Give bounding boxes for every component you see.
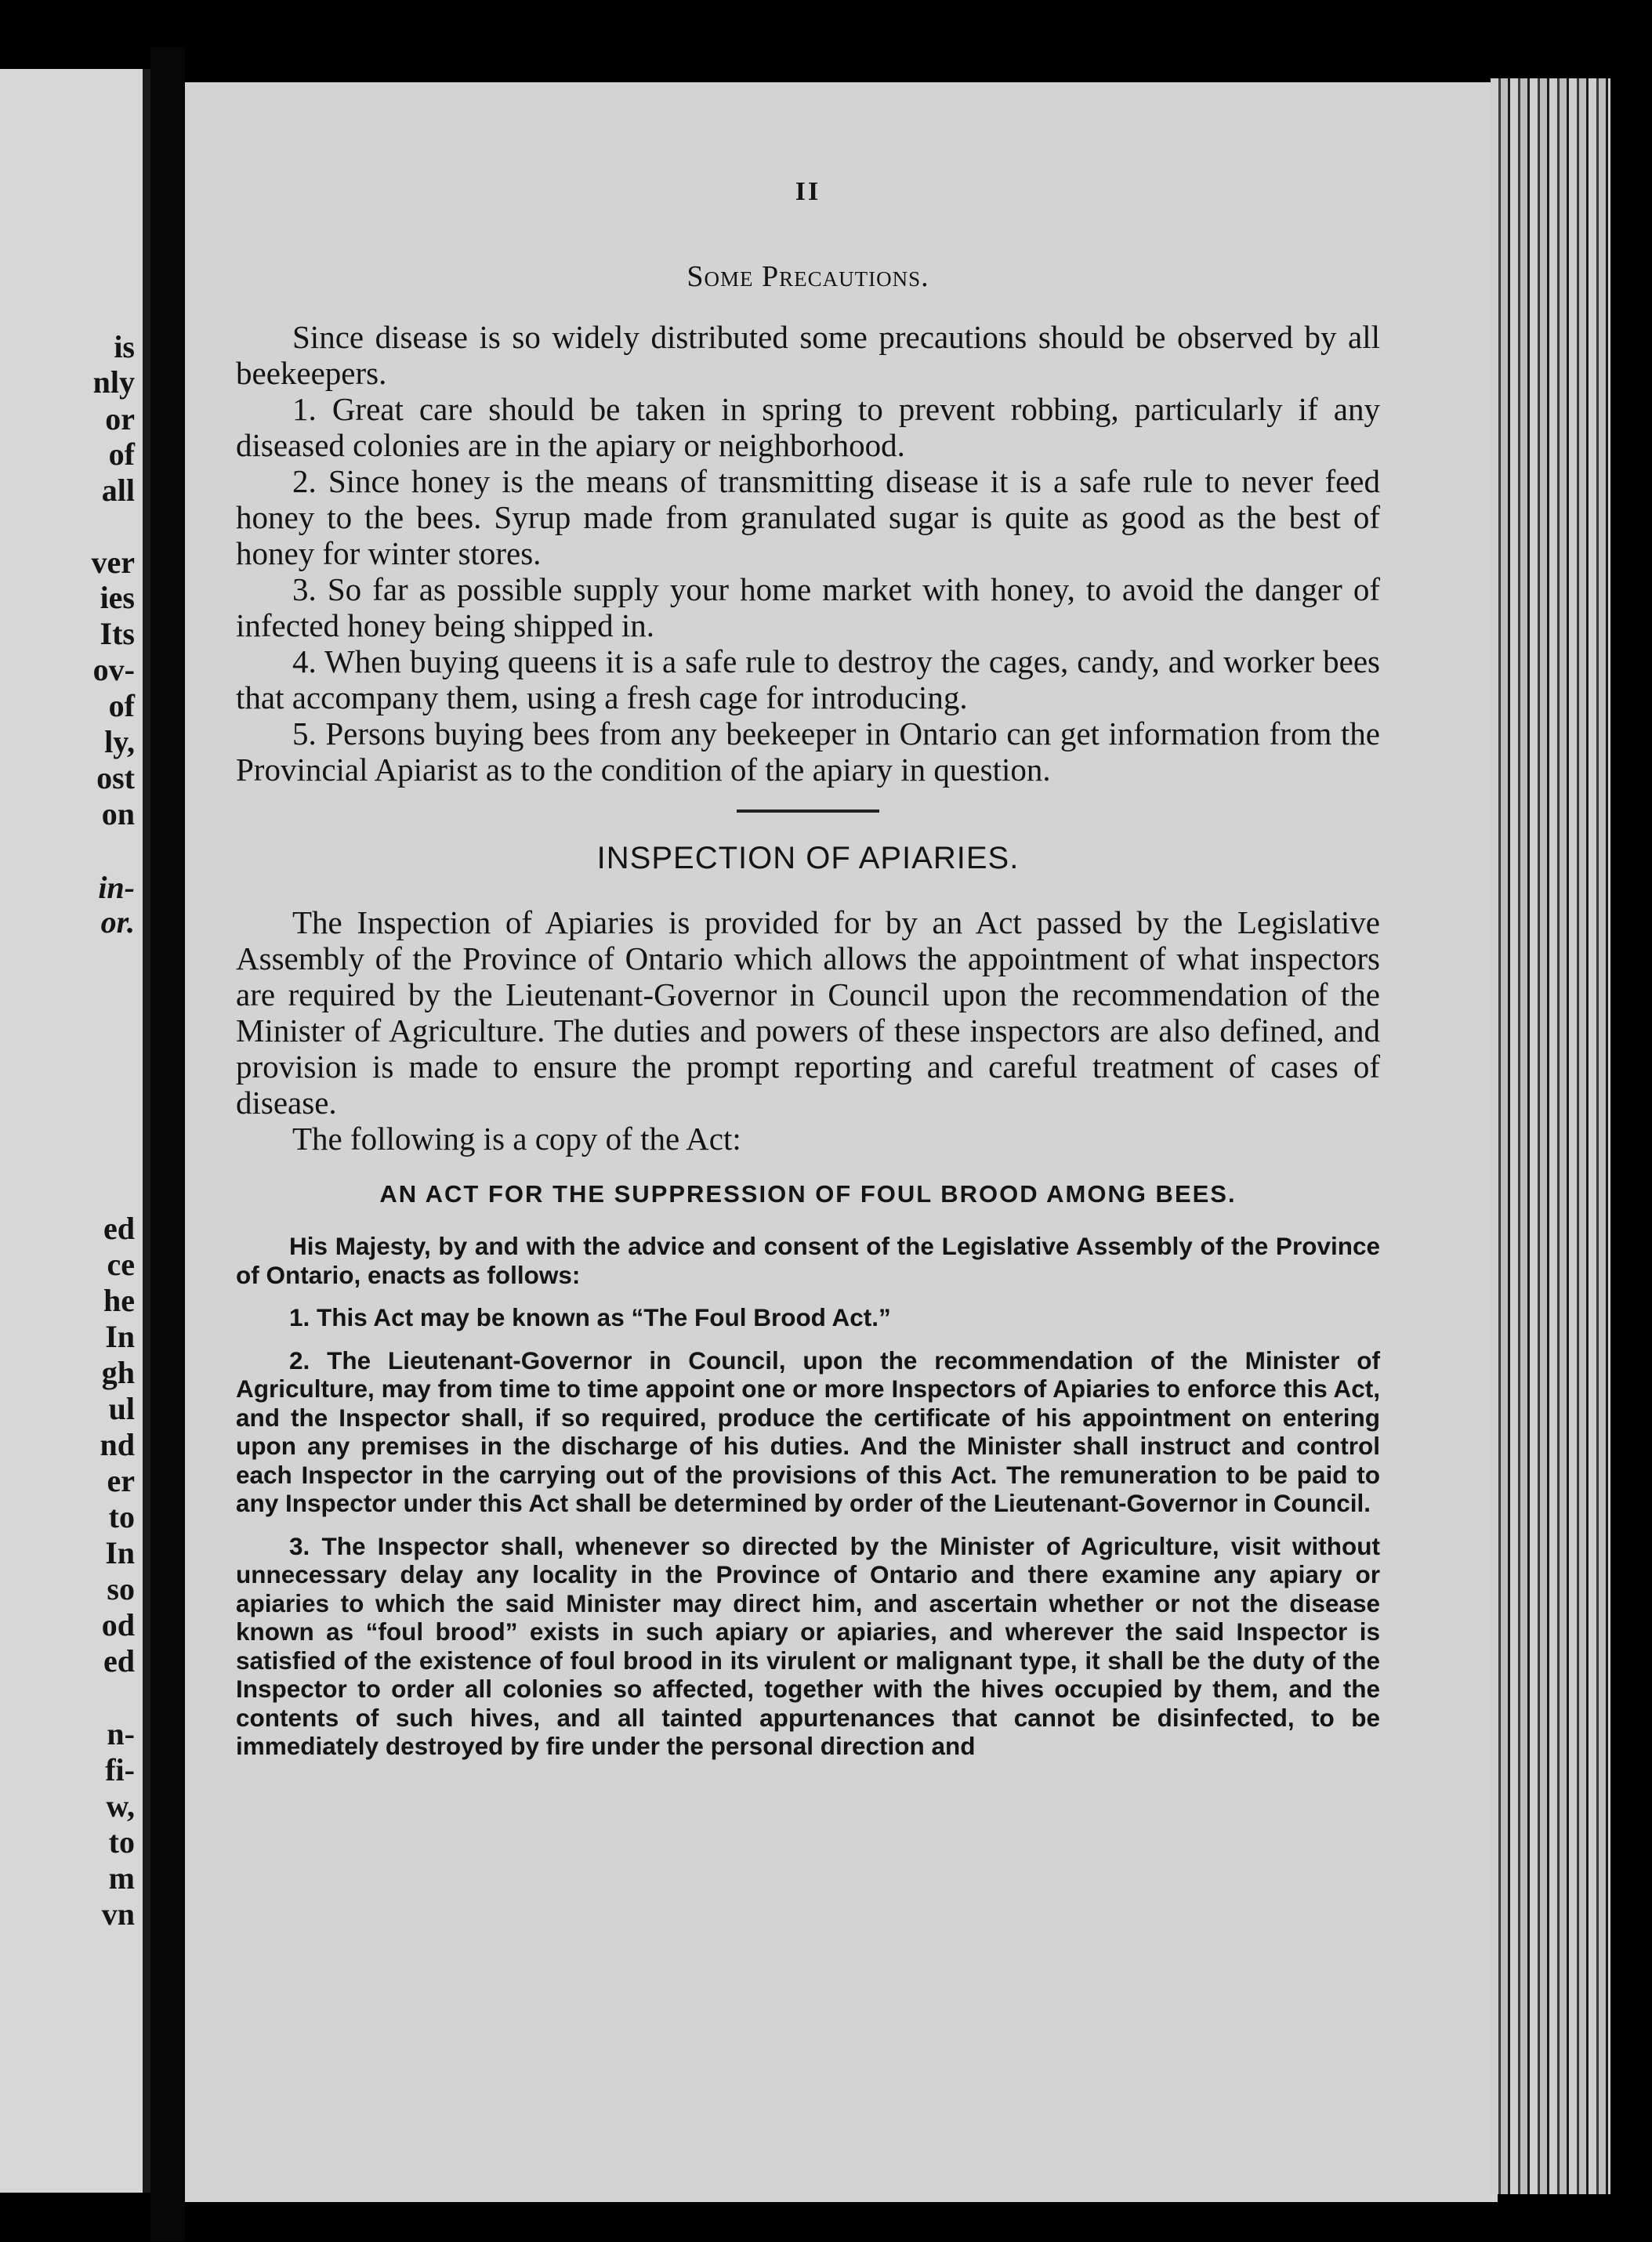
left-page-text-fragment: in- bbox=[98, 870, 135, 905]
left-page-text-fragment: n- bbox=[107, 1716, 135, 1751]
precaution-item: 3. So far as possible supply your home market with honey, to avoid the danger of infected honey being shipped in. bbox=[236, 571, 1380, 643]
left-page-text-fragment: ver bbox=[91, 545, 135, 580]
act-preamble: His Majesty, by and with the advice and consent of the Legislative Assembly of the Province of Ontario, enacts as follows: bbox=[236, 1232, 1380, 1289]
act-section: 2. The Lieutenant-Governor in Council, upon the recommendation of the Minister of Agriculture, may from time to time appoint one or more Inspectors of Apiaries to enforce this Act, and the Inspector shall, if so required, produce the certificate of his appointment on entering upon any premises in the discharge of his duties. And the Minister shall instruct and control each Inspector in the carrying out of the provisions of this Act. The remuneration to be paid to any Inspector under this Act shall be determined by order of the Lieutenant-Governor in Council. bbox=[236, 1346, 1380, 1517]
act-section: 3. The Inspector shall, whenever so directed by the Minister of Agriculture, visit without unnecessary delay any locality in the Province of Ontario and there examine any apiary or apiaries to which the said Minister may direct him, and ascertain whether or not the disease known as “foul brood” exists in such apiary or apiaries, and wherever the said Inspector is satisfied of the existence of foul brood in its virulent or malignant type, it shall be the duty of the Inspector to order all colonies so affected, together with the hives occupied by them, and the contents of such hives, and all tainted appurtenances that cannot be disinfected, to be immediately destroyed by fire under the personal direction and bbox=[236, 1531, 1380, 1760]
precaution-item: 5. Persons buying bees from any beekeeper in Ontario can get information from the Provincial Apiarist as to the condition of the apiary in question. bbox=[236, 715, 1380, 788]
left-page-text-fragment: ed bbox=[103, 1211, 135, 1246]
precaution-item: 1. Great care should be taken in spring to prevent robbing, particularly if any diseased colonies are in the apiary or neighborhood. bbox=[236, 391, 1380, 463]
precautions-intro: Since disease is so widely distributed some precautions should be observed by all beekeepers. bbox=[236, 319, 1380, 391]
left-page-text-fragment: ce bbox=[107, 1247, 135, 1282]
section-divider bbox=[737, 810, 879, 813]
left-page-text-fragment: m bbox=[108, 1860, 135, 1896]
left-page-text-fragment: of bbox=[108, 436, 135, 472]
left-page-text-fragment: w, bbox=[106, 1788, 135, 1824]
left-page-text-fragment: is bbox=[114, 329, 135, 364]
act-title: AN ACT FOR THE SUPPRESSION OF FOUL BROOD AMONG BEES. bbox=[379, 1180, 1237, 1208]
inspection-paragraph: The Inspection of Apiaries is provided for by an Act passed by the Legislative Assembly of the Province of Ontario which allows the appointment of what inspectors are required by the Lieutenant-Governor in Council upon the recommendation of the Minister of Agriculture. The duties and powers of these inspectors are also defined, and provision is made to ensure the prompt reporting and careful treatment of cases of disease. bbox=[236, 904, 1380, 1121]
left-page-text-fragment: fi- bbox=[105, 1752, 135, 1787]
scan-border bbox=[1610, 0, 1652, 2242]
act-section: 1. This Act may be known as “The Foul Brood Act.” bbox=[289, 1303, 891, 1331]
left-page-edge bbox=[0, 69, 150, 2193]
left-page-text-fragment: he bbox=[103, 1283, 135, 1318]
precaution-item: 4. When buying queens it is a safe rule to destroy the cages, candy, and worker bees that accompany them, using a fresh cage for introducing. bbox=[236, 643, 1380, 715]
left-page-text-fragment: ost bbox=[96, 760, 135, 795]
left-page-text-fragment: nly bbox=[92, 364, 135, 400]
left-page-text-fragment: or. bbox=[100, 904, 135, 940]
left-page-text-fragment: or bbox=[105, 401, 135, 436]
left-page-text-fragment: to bbox=[108, 1499, 135, 1534]
left-page-text-fragment: on bbox=[101, 796, 135, 831]
left-page-text-fragment: ies bbox=[100, 580, 135, 615]
left-page-text-fragment: od bbox=[101, 1607, 135, 1643]
left-page-text-fragment: nd bbox=[100, 1427, 135, 1462]
left-page-text-fragment: Its bbox=[100, 616, 135, 651]
left-page-text-fragment: all bbox=[101, 473, 135, 508]
left-page-text-fragment: gh bbox=[101, 1355, 135, 1390]
section-heading: Some Precautions. bbox=[687, 260, 929, 293]
left-page-text-fragment: ov- bbox=[92, 652, 135, 687]
book-gutter bbox=[150, 47, 185, 2241]
left-page-text-fragment: In bbox=[105, 1319, 135, 1354]
left-page-text-fragment: In bbox=[105, 1535, 135, 1570]
left-page-text-fragment: ly, bbox=[104, 724, 135, 759]
left-page-text-fragment: ed bbox=[103, 1643, 135, 1679]
page-content bbox=[236, 177, 1380, 1775]
left-page-text-fragment: vn bbox=[101, 1896, 135, 1932]
page-number: II bbox=[795, 177, 821, 206]
left-page-text-fragment: er bbox=[107, 1463, 135, 1498]
left-page-text-fragment: ul bbox=[108, 1391, 135, 1426]
inspection-title: INSPECTION OF APIARIES. bbox=[596, 841, 1020, 875]
left-page-text-fragment: so bbox=[107, 1571, 135, 1606]
precaution-item: 2. Since honey is the means of transmitting disease it is a safe rule to never feed honey to the bees. Syrup made from granulated sugar is quite as good as the best of honey for winter stores. bbox=[236, 463, 1380, 571]
left-page-text-fragment: to bbox=[108, 1824, 135, 1860]
inspection-paragraph: The following is a copy of the Act: bbox=[292, 1121, 741, 1157]
left-page-text-fragment: of bbox=[108, 688, 135, 723]
